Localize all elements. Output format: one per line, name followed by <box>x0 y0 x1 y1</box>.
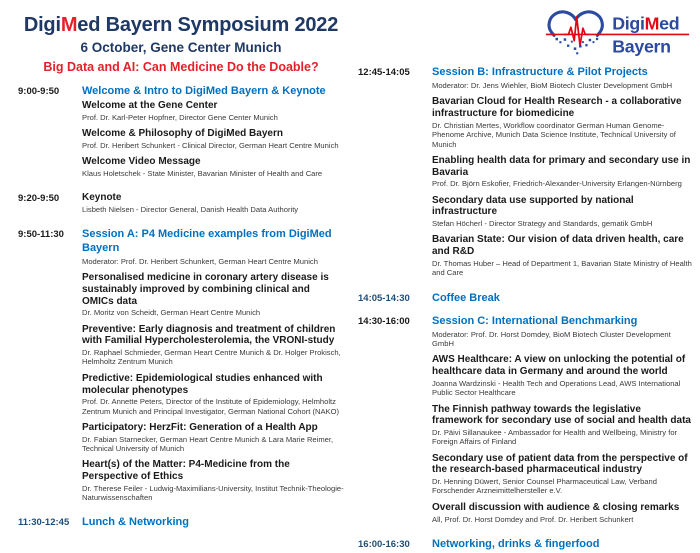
time-slot: 16:00-16:30 <box>358 538 410 550</box>
row-content <box>432 292 694 307</box>
time-slot: 14:30-16:00 <box>358 315 410 327</box>
page-title <box>18 14 344 37</box>
row-content <box>82 516 344 531</box>
right-column <box>352 0 700 550</box>
row-content <box>82 85 344 184</box>
talk-title: Participatory: HerzFit: Generation of a Health App <box>82 421 318 433</box>
time-slot: 11:30-12:45 <box>18 517 70 529</box>
agenda-row <box>358 315 694 530</box>
row-content <box>432 66 694 284</box>
event-tagline: Big Data and AI: Can Medicine Do the Doable? <box>43 60 319 74</box>
talk-title: AWS Healthcare: A view on unlocking the potential of healthcare data in Germany and around the world <box>432 354 686 378</box>
agenda-row <box>18 192 344 220</box>
talk-item <box>82 373 344 416</box>
talk-title: Secondary data use supported by national infrastructure <box>432 194 634 218</box>
agenda-row-break <box>18 516 344 531</box>
agenda-row <box>18 228 344 508</box>
talk-title: Welcome Video Message <box>82 156 201 168</box>
talk-title: Welcome & Philosophy of DigiMed Bayern <box>82 128 283 140</box>
talk-item <box>82 128 344 150</box>
talk-speakers: Dr. Päivi Sillanaukee - Ambassador for Health and Wellbeing, Ministry for Foreign Affairs of Finland <box>432 428 678 447</box>
row-content <box>82 228 344 508</box>
talk-speakers: Dr. Thomas Huber – Head of Department 1, Bavarian State Ministry of Health and Care <box>432 259 692 278</box>
talk-item <box>82 156 344 178</box>
talk-item <box>432 96 694 148</box>
talk-item <box>82 272 344 318</box>
moderator-line: Moderator: Dr. Jens Wiehler, BioM Biotech Cluster Development GmbH <box>432 81 673 91</box>
agenda-row-break <box>358 292 694 307</box>
talk-item <box>432 195 694 229</box>
talk-speakers: Klaus Holetschek - State Minister, Bavarian Minister of Health and Care <box>82 169 323 179</box>
talk-item <box>432 155 694 189</box>
title-part-digi: Digi <box>23 14 61 36</box>
talk-speakers: Dr. Raphael Schmieder, German Heart Centre Munich & Dr. Holger Prokisch, Helmholtz Zentrum Munich <box>82 348 341 367</box>
talk-speakers: Prof. Dr. Karl-Peter Hopfner, Director Gene Center Munich <box>82 112 278 122</box>
time-slot: 9:00-9:50 <box>18 86 60 97</box>
time-slot: 9:20-9:50 <box>18 193 60 205</box>
talk-speakers: Dr. Moritz von Scheidt, German Heart Centre Munich <box>82 308 261 318</box>
session-title: Session B: Infrastructure & Pilot Projects <box>432 66 648 78</box>
talk-speakers: All, Prof. Dr. Horst Domdey and Prof. Dr. Heribert Schunkert <box>432 514 634 524</box>
heart-ecg-icon <box>544 8 692 58</box>
talk-speakers: Prof. Dr. Annette Peters, Director of the Institute of Epidemiology, Helmholtz Zentrum Munich and Principal Investigator, German National Cohort (NAKO) <box>82 397 340 416</box>
agenda-row <box>18 85 344 184</box>
talk-title: Enabling health data for primary and secondary use in Bavaria <box>432 154 691 178</box>
session-title: Session C: International Benchmarking <box>432 314 638 327</box>
talk-item <box>432 234 694 277</box>
talk-speakers: Dr. Therese Feiler - Ludwig-Maximilians-University, Institut Technik-Theologie-Naturwissenschaften <box>82 483 344 502</box>
talk-item <box>82 324 344 367</box>
program-header <box>18 14 344 74</box>
talk-title: Bavarian Cloud for Health Research - a collaborative infrastructure for biomedicine <box>432 96 682 120</box>
logo-wordmark: DigiMed <box>612 13 680 34</box>
talk-title: Preventive: Early diagnosis and treatment of children with Familial Hypercholesterolemia, the VRONI-study <box>82 323 336 347</box>
session-title: Welcome & Intro to DigiMed Bayern & Keynote <box>82 85 326 97</box>
row-content <box>82 192 344 220</box>
title-part-rest: ed Bayern Symposium 2022 <box>77 14 339 36</box>
talk-title: Welcome at the Gene Center <box>82 100 218 112</box>
talk-item <box>432 404 694 447</box>
talk-speakers: Dr. Christian Mertes, Workflow coordinator German Human Genome-Phenome Archive, Munich Data Science Institute, Technical University of Munich <box>432 121 676 149</box>
talk-item <box>82 422 344 453</box>
talk-item <box>432 502 694 524</box>
logo-region: Bayern <box>612 36 671 57</box>
talk-speakers: Dr. Henning Düwert, Senior Counsel Pharmaceutical Law, Verband Forschender Arzneimittelhersteller e.V. <box>432 477 657 496</box>
talk-item <box>432 453 694 496</box>
talk-title: The Finnish pathway towards the legislative framework for secondary use of social and health data <box>432 403 691 427</box>
talk-title: Overall discussion with audience & closing remarks <box>432 501 680 513</box>
talk-speakers: Prof. Dr. Björn Eskofier, Friedrich-Alexander-University Erlangen-Nürnberg <box>432 179 682 189</box>
event-date: 6 October, Gene Center Munich <box>80 40 282 55</box>
session-title: Session A: P4 Medicine examples from DigiMed Bayern <box>82 228 332 254</box>
talk-item <box>82 192 344 214</box>
talk-title: Heart(s) of the Matter: P4-Medicine from the Perspective of Ethics <box>82 459 290 482</box>
time-slot: 14:05-14:30 <box>358 292 410 304</box>
talk-title: Bavarian State: Our vision of data driven health, care and R&D <box>432 234 684 258</box>
talk-speakers: Joanna Wardzinski - Health Tech and Operations Lead, AWS International Public Sector Healthcare <box>432 379 681 398</box>
talk-item <box>82 100 344 122</box>
title-part-m: M <box>60 14 78 36</box>
moderator-line: Moderator: Prof. Dr. Horst Domdey, BioM Biotech Cluster Development GmbH <box>432 329 671 349</box>
talk-title: Predictive: Epidemiological studies enhanced with molecular phenotypes <box>82 372 323 396</box>
agenda-row-break <box>358 538 694 553</box>
break-label: Networking, drinks & fingerfood <box>432 537 600 550</box>
talk-speakers: Stefan Höcherl - Director Strategy and Standards, gematik GmbH <box>432 219 653 229</box>
talk-item <box>82 459 344 502</box>
talk-title: Personalised medicine in coronary artery disease is sustainably improved by combining clinical and OMICs data <box>82 272 329 307</box>
moderator-line: Moderator: Prof. Dr. Heribert Schunkert, German Heart Centre Munich <box>82 256 318 266</box>
talk-speakers: Dr. Fabian Starnecker, German Heart Centre Munich & Lara Marie Reimer, Technical University of Munich <box>82 434 334 453</box>
time-slot: 9:50-11:30 <box>18 229 64 241</box>
talk-speakers: Prof. Dr. Heribert Schunkert - Clinical Director, German Heart Centre Munich <box>82 141 339 151</box>
break-label: Lunch & Networking <box>82 516 189 529</box>
time-slot: 12:45-14:05 <box>358 67 410 78</box>
left-column <box>0 0 352 529</box>
talk-title: Keynote <box>82 192 122 204</box>
talk-item <box>432 354 694 397</box>
talk-title: Secondary use of patient data from the perspective of the research-based pharmaceutical industry <box>432 452 688 476</box>
row-content <box>432 538 694 553</box>
break-label: Coffee Break <box>432 291 500 304</box>
row-content <box>432 315 694 530</box>
talk-speakers: Lisbeth Nielsen - Director General, Danish Health Data Authority <box>82 205 299 215</box>
digimed-bayern-logo <box>358 8 692 58</box>
agenda-row <box>358 66 694 284</box>
